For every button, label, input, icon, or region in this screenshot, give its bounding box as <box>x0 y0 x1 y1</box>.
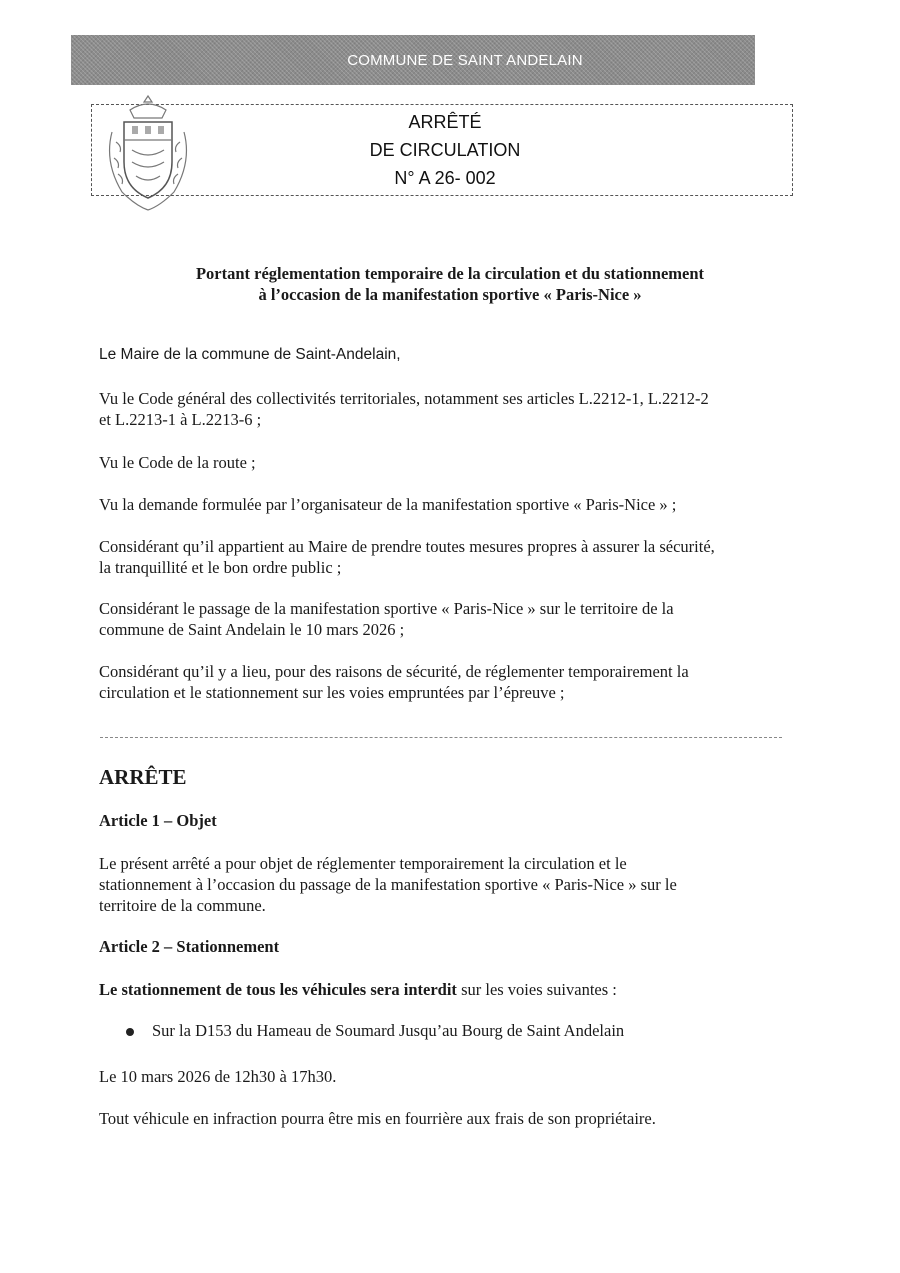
article-2-bold: Le stationnement de tous les véhicules sera interdit <box>99 980 457 999</box>
vu-code-route: Vu le Code de la route ; <box>99 453 256 472</box>
subtitle-line-2: à l’occasion de la manifestation sportive « Paris-Nice » <box>258 285 642 304</box>
considerant-passage-line-2: commune de Saint Andelain le 10 mars 2026 ; <box>99 620 405 639</box>
considerant-lieu-line-2: circulation et le stationnement sur les voies empruntées par l’épreuve ; <box>99 683 565 702</box>
article-2-road: Sur la D153 du Hameau de Soumard Jusqu’au Bourg de Saint Andelain <box>152 1021 625 1040</box>
article-2-date: Le 10 mars 2026 de 12h30 à 17h30. <box>99 1067 337 1086</box>
vu-demande: Vu la demande formulée par l’organisateur de la manifestation sportive « Paris-Nice » ; <box>99 495 677 514</box>
subtitle-line-1: Portant réglementation temporaire de la circulation et du stationnement <box>195 264 705 283</box>
considerant-lieu <box>99 661 789 703</box>
arrete-heading: ARRÊTE <box>99 765 187 789</box>
vu-cgct-line-2: et L.2213-1 à L.2213-6 ; <box>99 410 262 429</box>
considerant-securite-line-1: Considérant qu’il appartient au Maire de prendre toutes mesures propres à assurer la sécurité, <box>99 537 715 556</box>
title-line-circulation: DE CIRCULATION <box>369 140 521 160</box>
commune-banner <box>71 35 755 85</box>
section-divider <box>100 737 782 738</box>
article-1-body <box>99 853 789 916</box>
document-title <box>330 108 560 192</box>
article-2-intro <box>99 979 789 1000</box>
coat-of-arms-icon <box>102 92 194 216</box>
considerant-lieu-line-1: Considérant qu’il y a lieu, pour des raisons de sécurité, de réglementer temporairement la <box>99 662 689 681</box>
subtitle <box>100 263 800 305</box>
vu-cgct <box>99 388 789 430</box>
article-1-line-2: stationnement à l’occasion du passage de la manifestation sportive « Paris-Nice » sur le <box>99 875 677 894</box>
article-1-line-3: territoire de la commune. <box>99 896 266 915</box>
considerant-passage-line-1: Considérant le passage de la manifestation sportive « Paris-Nice » sur le territoire de la <box>99 599 674 618</box>
article-2-rest: sur les voies suivantes : <box>456 980 617 999</box>
considerant-passage <box>99 598 789 640</box>
vu-cgct-line-1: Vu le Code général des collectivités territoriales, notamment ses articles L.2212-1, L.2212-2 <box>99 389 709 408</box>
bullet-icon <box>126 1028 134 1036</box>
considerant-securite <box>99 536 789 578</box>
title-line-number: N° A 26- 002 <box>394 168 496 188</box>
commune-name: COMMUNE DE SAINT ANDELAIN <box>347 52 583 69</box>
article-2-penalty: Tout véhicule en infraction pourra être mis en fourrière aux frais de son propriétaire. <box>99 1109 656 1128</box>
article-2-title: Article 2 – Stationnement <box>99 937 280 956</box>
considerant-securite-line-2: la tranquillité et le bon ordre public ; <box>99 558 342 577</box>
title-line-arrete: ARRÊTÉ <box>408 112 482 132</box>
article-1-line-1: Le présent arrêté a pour objet de réglementer temporairement la circulation et le <box>99 854 627 873</box>
article-1-title: Article 1 – Objet <box>99 811 217 830</box>
maire-line: Le Maire de la commune de Saint-Andelain, <box>99 346 401 363</box>
